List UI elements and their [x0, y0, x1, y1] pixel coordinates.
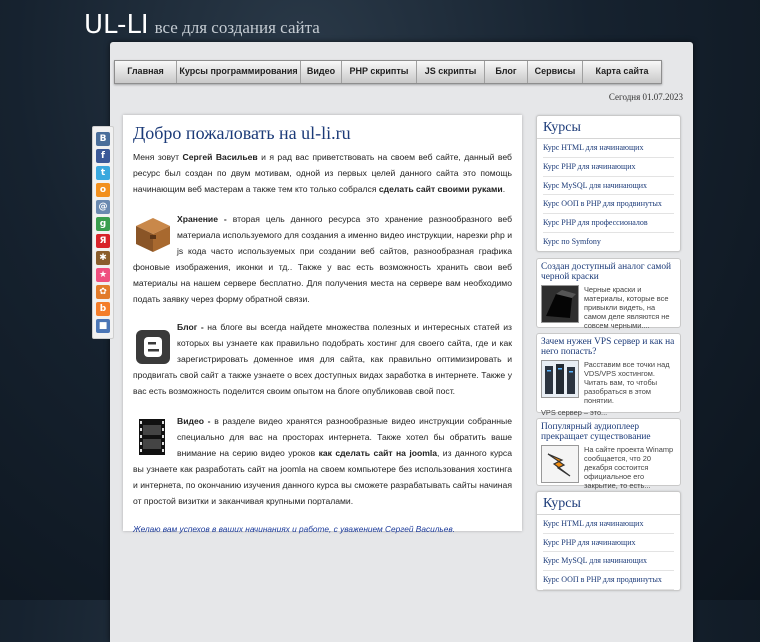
- post-winamp[interactable]: [536, 418, 681, 490]
- page-container: [98, 42, 693, 642]
- site-tagline: все для создания сайта: [154, 18, 320, 37]
- sidebar: [536, 115, 681, 597]
- nav-services[interactable]: Сервисы: [528, 61, 583, 83]
- courses-widget: [536, 115, 681, 252]
- post-title[interactable]: Создан доступный аналог самой черной краски: [541, 261, 672, 282]
- post-excerpt-tail: VPS сервер – это...: [541, 407, 608, 417]
- facebook-icon[interactable]: f: [96, 149, 110, 163]
- winamp-logo-thumbnail: [541, 445, 579, 483]
- closing-wish: Желаю вам успехов в ваших начинаниях и работе, с уважением Сергей Васильев.: [133, 524, 455, 534]
- nav-sitemap[interactable]: Карта сайта: [595, 66, 649, 76]
- post-title[interactable]: Зачем нужен VPS сервер и как на него попасть?: [541, 336, 675, 357]
- course-link-html[interactable]: Курс HTML для начинающих: [543, 515, 674, 534]
- post-excerpt: Черные краски и материалы, которые все привыкли видеть, на самом деле являются не совсем черными....: [584, 284, 670, 330]
- blog-paragraph: Блог - на блоге вы всегда найдете множества полезных и интересных статей из которых вы узнаете как правильно подобрать хостинг для своего сайта, где и как зарегистрировать доменное имя для сайта, как правильно оптимизировать и продвигать свой сайт а также узнаете о всех доступных видах заработка в интернете. Также у вас есть возможность поделится своим опытом на блоге опубликовав свой пост.: [133, 322, 512, 396]
- make-site-link[interactable]: сделать сайт своими руками: [378, 184, 503, 194]
- courses-widget-2-title: Курсы: [537, 492, 680, 515]
- joomla-course-link[interactable]: как сделать сайт на joomla: [318, 448, 438, 458]
- author-name: Сергей Васильев: [182, 152, 258, 162]
- courses-widget-2: [536, 491, 681, 591]
- course-link-mysql[interactable]: Курс MySQL для начинающих: [543, 552, 674, 571]
- post-title[interactable]: Популярный аудиоплеер прекращает существование: [541, 421, 651, 442]
- course-link-php[interactable]: Курс PHP для начинающих: [543, 158, 674, 177]
- nav-video[interactable]: Видео: [301, 61, 342, 83]
- site-logo[interactable]: [84, 10, 320, 40]
- storage-paragraph: Хранение - вторая цель данного ресурса это хранение разнообразного веб материала используемого для создания а именно видео инструкции, нарезки php и js кода часто используемых при создании веб сайтов, разнообразная графика фоновые изображения, иконки и тд.. Также у вас есть возможность хранить свои веб материалы на нашем сервере бесплатно. Для получения места на сервере вам необходимо подать заявку через форму обратной связи.: [133, 214, 512, 304]
- post-excerpt: На сайте проекта Winamp сообщается, что 20 декабря состоится официальное его закрытие, то есть...: [584, 444, 674, 490]
- odnoklassniki-icon[interactable]: о: [96, 183, 110, 197]
- main-content: [123, 115, 522, 534]
- page-title: Добро пожаловать на ul-li.ru: [133, 123, 351, 143]
- mailru-icon[interactable]: @: [96, 200, 110, 214]
- course-link-php-pro[interactable]: Курс PHP для профессионалов: [543, 214, 674, 233]
- nav-blog[interactable]: Блог: [485, 61, 528, 83]
- course-link-mysql[interactable]: Курс MySQL для начинающих: [543, 177, 674, 196]
- nav-js-scripts[interactable]: JS скрипты: [417, 61, 485, 83]
- blogger-logo-icon: [133, 327, 173, 367]
- courses-widget-title: Курсы: [537, 116, 680, 139]
- nav-php-scripts[interactable]: PHP скрипты: [342, 61, 417, 83]
- site-name: UL-LI: [84, 10, 149, 40]
- course-link-html[interactable]: Курс HTML для начинающих: [543, 139, 674, 158]
- course-link-oop-php[interactable]: Курс ООП в PHP для продвинутых: [543, 571, 674, 590]
- post-excerpt: Расставим все точки над VDS/VPS хостингом. Читать вам, то чтобы разобраться в этом понятии.: [584, 359, 670, 405]
- blogger-icon[interactable]: b: [96, 302, 110, 316]
- film-strip-icon: [133, 417, 173, 457]
- black-paint-thumbnail: [541, 285, 579, 323]
- course-link-php[interactable]: Курс PHP для начинающих: [543, 534, 674, 553]
- nav-home[interactable]: Главная: [115, 61, 177, 83]
- post-black-paint[interactable]: [536, 258, 681, 328]
- nav-courses[interactable]: Курсы программирования: [177, 61, 301, 83]
- current-date: Сегодня 01.07.2023: [608, 92, 683, 102]
- video-paragraph: Видео - в разделе видео хранятся разнообразные видео инструкции собранные специально для вас на просторах интернета. Также хотел бы обратить ваше внимание на серию видео уроков как сделать сайт на joomla, из данного курса вы узнаете как разработать сайт на joomla на своем компьютере без использования хостинга и интернета, по окончанию изучения данного курса вы сможете разрабатывать сайты начиная от простой визитки и заканчивая крупными порталами.: [133, 416, 513, 506]
- bookmark-star-icon[interactable]: ★: [96, 268, 110, 282]
- google-plus-icon[interactable]: g: [96, 217, 110, 231]
- course-link-symfony[interactable]: Курс по Symfony: [543, 236, 601, 246]
- liveinternet-icon[interactable]: ✱: [96, 251, 110, 265]
- storage-box-icon: [133, 215, 173, 255]
- twitter-icon[interactable]: t: [96, 166, 110, 180]
- course-link-oop-php[interactable]: Курс ООП в PHP для продвинутых: [543, 195, 674, 214]
- yandex-icon[interactable]: Я: [96, 234, 110, 248]
- intro-paragraph: Меня зовут Сергей Васильев и я рад вас приветствовать на своем веб сайте, данный веб ресурс был создан по двум мотивам, одной из первых целей данного сайта это помощь начинающим веб мастерам а также тем кто только собрался сделать сайт своими руками.: [133, 152, 512, 194]
- vkontakte-icon[interactable]: B: [96, 132, 110, 146]
- main-nav: [114, 60, 662, 84]
- server-rack-thumbnail: [541, 360, 579, 398]
- moimir-icon[interactable]: ✿: [96, 285, 110, 299]
- share-panel: [92, 126, 114, 339]
- post-vps-server[interactable]: [536, 333, 681, 417]
- delicious-icon[interactable]: ■: [96, 319, 110, 333]
